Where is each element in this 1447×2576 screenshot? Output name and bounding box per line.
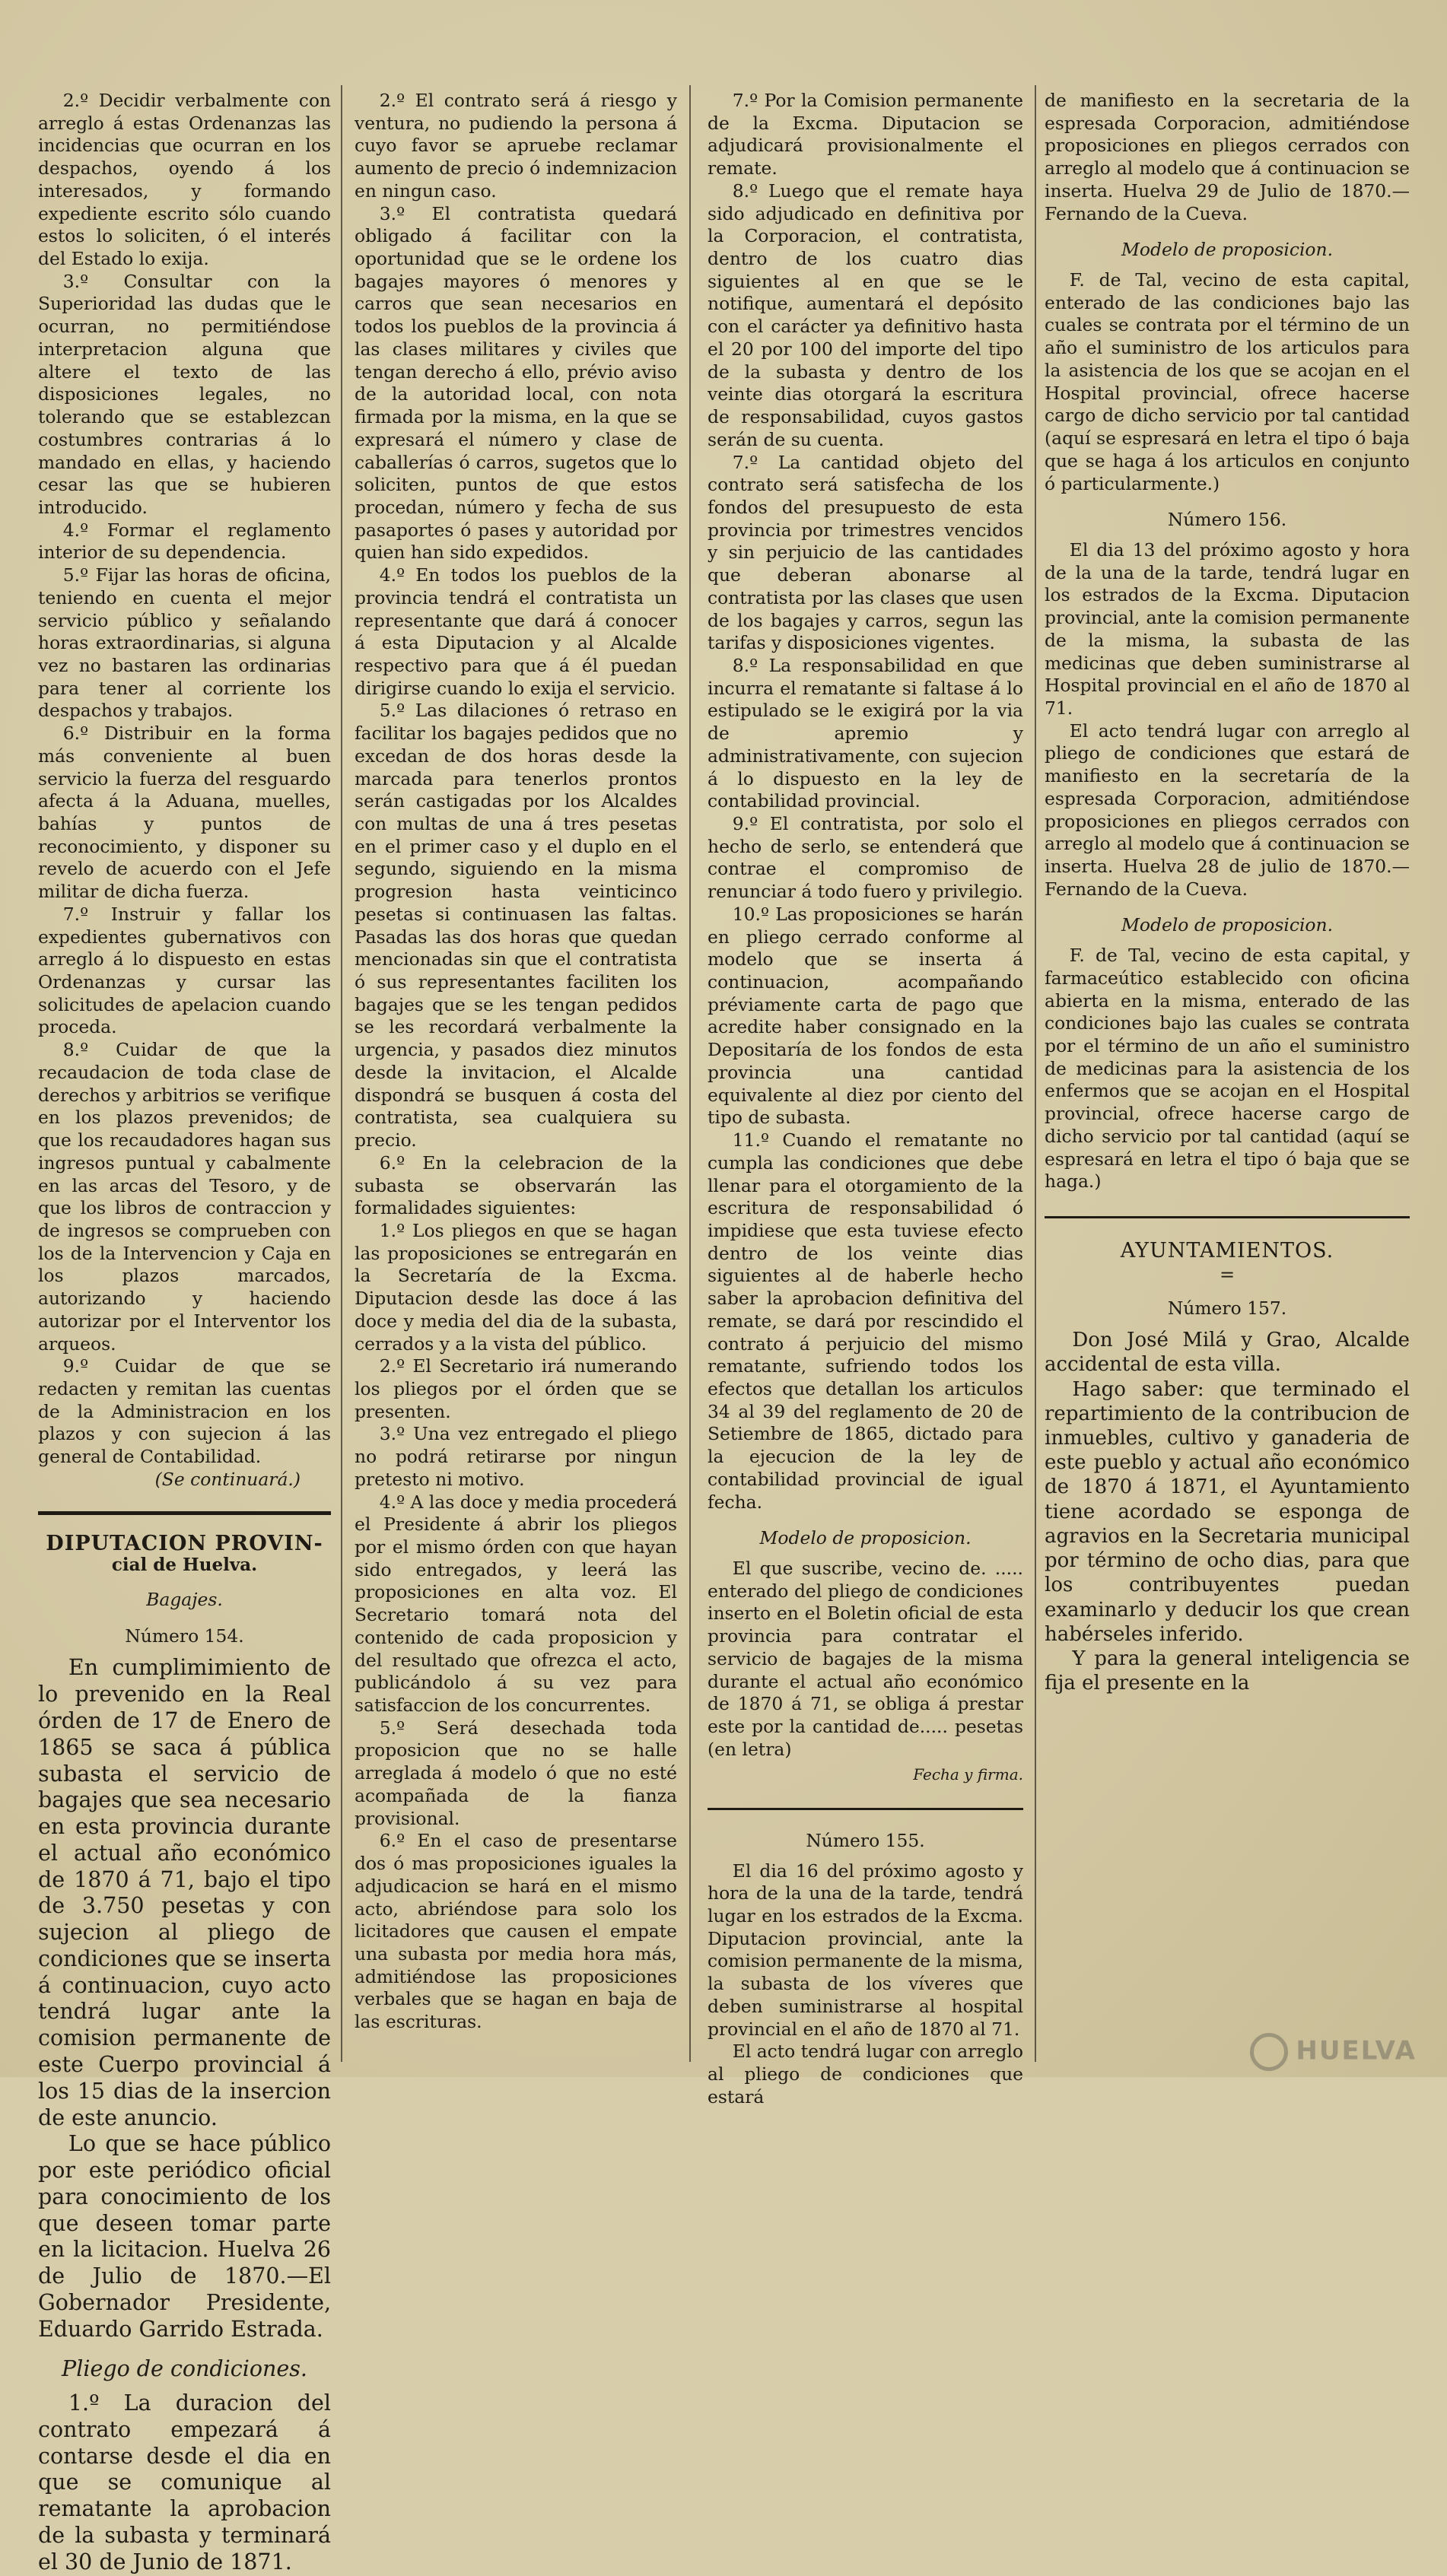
condition-paragraph: 2.º El contrato será á riesgo y ventura, no pudiendo la persona á cuyo favor se apruebe reclamar aumento de precio ó indemnizacion en ningun caso. — [355, 90, 677, 202]
section-divider — [1045, 1216, 1410, 1218]
watermark-text: HUELVA — [1296, 2035, 1417, 2066]
announcement-paragraph: Lo que se hace público por este periódico oficial para conocimiento de los que deseen tomar parte en la licitacion. Huelva 26 de Julio de 1870.—El Gobernador Presidente, Eduardo Garrido Estrada. — [38, 2131, 331, 2342]
watermark-logo-icon — [1250, 2033, 1288, 2071]
continued-paragraph: de manifiesto en la secretaria de la espresada Corporacion, admitiéndose proposiciones en pliegos cerrados con arreglo al modelo que á continuacion se inserta. Huelva 29 de Julio de 1870.—Fernando de la Cueva. — [1045, 90, 1410, 224]
section-title: AYUNTAMIENTOS. — [1120, 1239, 1334, 1263]
model-title: Modelo de proposicion. — [1121, 914, 1334, 936]
announcement-number: Número 154. — [125, 1625, 244, 1647]
model-text: F. de Tal, vecino de esta capital, enterado de las condiciones bajo las cuales se contrata por el término de un año el suministro de los articulos para la asistencia de los que se acojan en el Hospital provincial, ofrece hacerse cargo de dicho servicio por tal cantidad (aquí se espresará en letra el tipo ó baja que se haga á los articulos en conjunto ó particularmente.) — [1045, 269, 1410, 494]
announcement-paragraph: El dia 16 del próximo agosto y hora de la una de la tarde, tendrá lugar en los estrados de la Excma. Diputacion provincial, ante la comision permanente de la misma, la subasta de los víveres que deben suministrarse al hospital provincial en el año de 1870 al 71. — [708, 1860, 1023, 2040]
section-header-title: DIPUTACION PROVIN- — [46, 1531, 323, 1555]
announcement-paragraph: Y para la general inteligencia se fija el presente en la — [1045, 1647, 1410, 1695]
section-divider — [708, 1808, 1023, 1810]
column-rule — [1035, 85, 1036, 2062]
announcement-number: Número 156. — [1167, 509, 1287, 531]
continues-note: (Se continuará.) — [154, 1468, 301, 1490]
model-title: Modelo de proposicion. — [1121, 239, 1334, 261]
condition-paragraph: 6.º En el caso de presentarse dos ó mas proposiciones iguales la adjudicacion se hará en el mismo acto, abriéndose para solo los licitadores que causen el empate una subasta por media hora más, admitiéndose las proposiciones verbales que se hagan en baja de las escrituras. — [355, 1830, 677, 2033]
pliego-title: Pliego de condiciones. — [62, 2356, 307, 2382]
paragraph: 3.º Consultar con la Superioridad las dudas que le ocurran, no permitiéndose interpretacion alguna que altere el texto de las disposiciones legales, no tolerando que se establezcan costumbres contrarias á lo mandado en ellas, y haciendo cesar las que se hubieren introducido. — [38, 270, 331, 518]
condition-paragraph: 7.º Por la Comision permanente de la Excma. Diputacion se adjudicará provisionalmente el remate. — [708, 90, 1023, 179]
paragraph: 6.º Distribuir en la forma más conveniente al buen servicio la fuerza del resguardo afecta á la Aduana, muelles, bahías y puntos de reconocimiento, y disponer su revelo de acuerdo con el Jefe militar de dicha fuerza. — [38, 723, 331, 903]
condition-paragraph: 2.º El Secretario irá numerando los pliegos por el órden que se presenten. — [355, 1355, 677, 1422]
paragraph: 2.º Decidir verbalmente con arreglo á estas Ordenanzas las incidencias que ocurran en los despachos, oyendo á los interesados, y formando expediente escrito sólo cuando estos lo soliciten, ó el interés del Estado lo exija. — [38, 90, 331, 270]
condition-paragraph: 7.º La cantidad objeto del contrato será satisfecha de los fondos del presupuesto de esta provincia por trimestres vencidos y sin perjuicio de las cantidades que deberan abonarse al contratista por las clases que usen de los bagajes y carros, segun las tarifas y disposiciones vigentes. — [708, 451, 1023, 654]
column-rule — [341, 85, 342, 2062]
column-3 — [708, 90, 1023, 2107]
condition-paragraph: 10.º Las proposiciones se harán en pliego cerrado conforme al modelo que se inserta á continuacion, acompañando préviamente carta de pago que acredite haber consignado en la Depositaría de los fondos de esta provincia una cantidad equivalente al diez por ciento del tipo de subasta. — [708, 903, 1023, 1129]
announcement-paragraph: Hago saber: que terminado el repartimiento de la contribucion de inmuebles, cultivo y ganaderia de este pueblo y actual año económico de 1870 á 1871, el Ayuntamiento tiene acordado se esponga de agravios en la Secretaria municipal por término de ocho dias, para que los contribuyentes puedan examinarlo y deducir los que crean habérseles inferido. — [1045, 1377, 1410, 1646]
model-title: Modelo de proposicion. — [759, 1527, 972, 1549]
condition-paragraph: 1.º Los pliegos en que se hagan las proposiciones se entregarán en la Secretaría de la Excma. Diputacion desde las doce á las doce y media del dia de la subasta, cerrados y a la vista del público. — [355, 1219, 677, 1355]
condition-paragraph: 4.º En todos los pueblos de la provincia tendrá el contratista un representante que dará á conocer á esta Diputacion y al Alcalde respectivo para que á él puedan dirigirse cuando lo exija el servicio. — [355, 564, 677, 699]
announcement-paragraph: El acto tendrá lugar con arreglo al pliego de condiciones que estará — [708, 2041, 1023, 2107]
paragraph: 4.º Formar el reglamento interior de su dependencia. — [38, 519, 331, 564]
condition-paragraph: 8.º La responsabilidad en que incurra el rematante si faltase á lo estipulado se le exigirá por la via de apremio y administrativamente, con sujecion á lo dispuesto en la ley de contabilidad provincial. — [708, 654, 1023, 812]
condition-paragraph: 5.º Será desechada toda proposicion que no se halle arreglada á modelo ó que no esté acompañada de la fianza provisional. — [355, 1717, 677, 1829]
condition-paragraph: 8.º Luego que el remate haya sido adjudicado en definitiva por la Corporacion, el contratista, dentro de los cuatro dias siguientes al en que se le notifique, aumentará el depósito con el carácter ya definitivo hasta el 20 por 100 del importe del tipo de la subasta y dentro de los veinte dias otorgará la escritura de responsabilidad, cuyos gastos serán de su cuenta. — [708, 179, 1023, 450]
condition-paragraph: 4.º A las doce y media procederá el Presidente á abrir los pliegos por el mismo órden con que hayan sido entregados, y leerá las proposiciones en alta voz. El Secretario tomará nota del contenido de cada proposicion y del resultado que ofrezca el acto, publicándolo á su vez para satisfaccion de los concurrentes. — [355, 1491, 677, 1717]
paragraph: 5.º Fijar las horas de oficina, teniendo en cuenta el mejor servicio público y señalando horas extraordinarias, si alguna vez no bastaren las ordinarias para tener al corriente los despachos y trabajos. — [38, 564, 331, 722]
condition-paragraph: 11.º Cuando el rematante no cumpla las condiciones que debe llenar para el otorgamiento de la escritura de responsabilidad ó impidiese que esta tuviese efecto dentro de los veinte dias siguientes al de haberle hecho saber la aprobacion definitiva del remate, se dará por rescindido el contrato á perjuicio del mismo rematante, sufriendo todos los efectos que detallan los articulos 34 al 39 del reglamento de 20 de Setiembre de 1865, dictado para la ejecucion de la ley de contabilidad provincial de igual fecha. — [708, 1129, 1023, 1513]
announcement-paragraph: El acto tendrá lugar con arreglo al pliego de condiciones que estará de manifiesto en la secretaría de la espresada Corporacion, admitiéndose proposiciones en pliegos cerrados con arreglo al modelo que á continuacion se inserta. Huelva 28 de julio de 1870.—Fernando de la Cueva. — [1045, 719, 1410, 900]
section-divider — [38, 1511, 331, 1515]
condition-paragraph: 3.º El contratista quedará obligado á facilitar con la oportunidad que se le ordene los bagajes mayores ó menores y carros que sean necesarios en todos los pueblos de la provincia á las clases militares y civiles que tengan derecho á ello, prévio aviso de la autoridad local, con nota firmada por la misma, en la que se expresará el número y clase de caballerías ó carros, sugetos que lo soliciten, puntos de que estos procedan, número y fecha de sus pasaportes ó pases y autoridad por quien han sido expedidos. — [355, 202, 677, 564]
announcement-paragraph: El dia 13 del próximo agosto y hora de la una de la tarde, tendrá lugar en los estrados de la Excma. Diputacion provincial, ante la comision permanente de la misma, la subasta de las medicinas que deben suministrarse al Hospital provincial en el año de 1870 al 71. — [1045, 538, 1410, 719]
condition-paragraph: 5.º Las dilaciones ó retraso en facilitar los bagajes pedidos que no excedan de dos horas desde la marcada para tenerlos prontos serán castigadas por los Alcaldes con multas de una á tres pesetas en el primer caso y el duplo en el segundo, siguiendo en la misma progresion hasta veinticinco pesetas si continuasen las faltas. Pasadas las dos horas que quedan mencionadas sin que el contratista ó sus representantes faciliten los bagajes que se les tengan pedidos se les recordará verbalmente la urgencia, y pasados diez minutos desde la invitacion, el Alcalde dispondrá se busquen á costa del contratista, sea cualquiera su precio. — [355, 700, 677, 1151]
column-1 — [38, 90, 331, 2574]
paragraph: 8.º Cuidar de que la recaudacion de toda clase de derechos y arbitrios se verifique en los plazos prevenidos; de que los recaudadores hagan sus ingresos puntual y cabalmente en las arcas del Tesoro, y de que los libros de contraccion y de ingresos se comprueben con los de la Intervencion y Caja en los plazos marcados, autorizando y haciendo autorizar por el Interventor los arqueos. — [38, 1039, 331, 1355]
announcement-paragraph: Don José Milá y Grao, Alcalde accidental de esta villa. — [1045, 1329, 1410, 1377]
column-rule — [689, 85, 691, 2062]
column-2 — [355, 90, 677, 2069]
section-header — [38, 1532, 331, 1575]
model-text: F. de Tal, vecino de esta capital, y farmaceútico establecido con oficina abierta en la misma, enterado de las condiciones bajo las cuales se contrata por el término de un año el suministro de medicinas para la asistencia de los enfermos que se acojan en el Hospital provincial, ofrece hacerse cargo de dicho servicio por tal cantidad (aquí se espresará en letra el tipo ó baja que se haga.) — [1045, 945, 1410, 1193]
announcement-number: Número 157. — [1167, 1298, 1287, 1320]
model-text: El que suscribe, vecino de. ..... enterado del pliego de condiciones inserto en el Boletin oficial de esta provincia para contratar el servicio de bagajes de la misma durante el actual año económico de 1870 á 71, se obliga á prestar este por la cantidad de..... pesetas (en letra) — [708, 1558, 1023, 1760]
paragraph: 7.º Instruir y fallar los expedientes gubernativos con arreglo á lo dispuesto en estas Ordenanzas y cursar las solicitudes de apelacion cuando proceda. — [38, 903, 331, 1038]
column-4 — [1045, 90, 1410, 2069]
condition-paragraph: 1.º La duracion del contrato empezará á contarse desde el dia en que se comunique al rematante la aprobacion de la subasta y terminará el 30 de Junio de 1871. — [38, 2390, 331, 2574]
section-label: Bagajes. — [146, 1589, 223, 1611]
section-mark: = — [1219, 1264, 1236, 1286]
condition-paragraph: 6.º En la celebracion de la subasta se observarán las formalidades siguientes: — [355, 1151, 677, 1219]
paragraph: 9.º Cuidar de que se redacten y remitan las cuentas de la Administracion en los plazos y con sujecion á las general de Contabilidad. — [38, 1355, 331, 1468]
condition-paragraph: 3.º Una vez entregado el pliego no podrá retirarse por ningun pretesto ni motivo. — [355, 1423, 677, 1490]
model-signature: Fecha y firma. — [913, 1765, 1023, 1784]
announcement-paragraph: En cumplimimiento de lo prevenido en la Real órden de 17 de Enero de 1865 se saca á pública subasta el servicio de bagajes que sea necesario en esta provincia durante el actual año económico de 1870 á 71, bajo el tipo de 3.750 pesetas y con sujecion al pliego de condiciones que se inserta á continuacion, cuyo acto tendrá lugar ante la comision permanente de este Cuerpo provincial á los 15 dias de la insercion de este anuncio. — [38, 1655, 331, 2130]
watermark — [1250, 2033, 1417, 2071]
section-header-subtitle: cial de Huelva. — [111, 1554, 258, 1575]
condition-paragraph: 9.º El contratista, por solo el hecho de serlo, se entenderá que contrae el compromiso de renunciar á todo fuero y privilegio. — [708, 813, 1023, 903]
announcement-number: Número 155. — [806, 1829, 925, 1851]
